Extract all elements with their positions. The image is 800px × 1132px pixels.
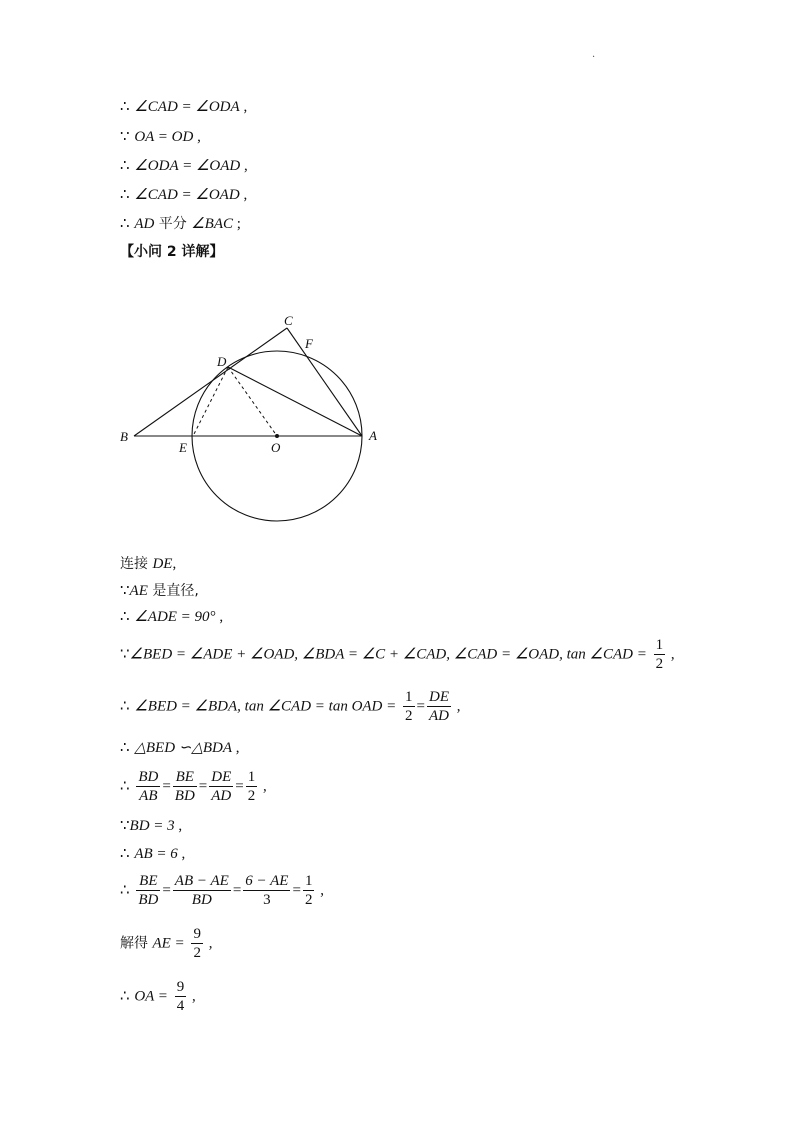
fraction: [243, 872, 290, 909]
denominator: 2: [655, 656, 664, 672]
numerator: BD: [138, 769, 159, 785]
center-point: [275, 434, 279, 438]
numerator: DE: [429, 689, 450, 705]
punctuation: ;: [233, 216, 241, 232]
therefore-symbol: ∴: [120, 740, 130, 756]
equation: ∠ADE = 90°: [134, 609, 216, 625]
because-symbol: ∵: [120, 646, 130, 663]
denominator: BD: [174, 788, 195, 804]
equation: ∠ODA = ∠OAD: [134, 158, 241, 174]
fraction: [173, 872, 231, 909]
denominator: 2: [193, 945, 201, 961]
because-symbol: ∵: [120, 818, 130, 834]
fraction: [136, 768, 160, 805]
fraction: [209, 768, 233, 805]
punctuation: ,: [316, 882, 324, 899]
step-solve-ae: [120, 925, 212, 962]
denominator: 2: [304, 892, 313, 908]
punctuation: ,: [232, 740, 240, 756]
page-mark: ·: [592, 52, 596, 63]
step-ratios: ∴ $\frac{BD}{AB}$ = $\frac{BE}{BD}$ = $\frac{DE}{AD}$ = $\frac{1}{2}$ ,: [120, 769, 267, 804]
denominator: 4: [176, 998, 185, 1014]
step-oa-value: [120, 978, 196, 1015]
therefore-symbol: ∴: [120, 158, 130, 174]
numerator: 9: [193, 926, 201, 942]
denominator: BD: [191, 892, 212, 908]
denominator: AB: [139, 788, 158, 804]
label-o: O: [271, 440, 281, 455]
punctuation: ,: [239, 99, 248, 115]
punctuation: ,: [667, 646, 675, 663]
denominator: 3: [263, 892, 271, 908]
numerator: 1: [405, 689, 413, 705]
fraction: [427, 688, 451, 725]
step-angle-relations: [120, 636, 675, 673]
fraction: [303, 872, 315, 909]
text: 是直径,: [147, 583, 199, 599]
dashed-de: [193, 367, 228, 436]
therefore-symbol: ∴: [120, 846, 130, 862]
numerator: 6 − AE: [245, 873, 289, 889]
equation: ∠CAD = ∠OAD: [134, 187, 240, 203]
fraction: [173, 768, 197, 805]
therefore-symbol: ∴: [120, 99, 130, 115]
segment-ae: AE: [129, 583, 148, 599]
label-a: A: [369, 428, 377, 443]
equation: ∠BED = ∠BDA, tan ∠CAD = tan OAD =: [134, 698, 397, 715]
numerator: 1: [247, 769, 256, 785]
text: 解得: [120, 935, 153, 952]
step-ade-90: [120, 606, 223, 627]
text: 连接: [120, 556, 153, 572]
fraction: [191, 925, 203, 962]
therefore-symbol: ∴: [120, 216, 130, 232]
therefore-symbol: ∴: [120, 609, 130, 625]
denominator: 2: [405, 708, 413, 724]
therefore-symbol: ∴: [120, 187, 130, 203]
punctuation: ,: [215, 609, 224, 625]
step-ae-diameter: [120, 580, 199, 601]
therefore-symbol: ∴: [120, 698, 130, 715]
numerator: BE: [173, 768, 197, 787]
segment-de: DE: [152, 556, 173, 572]
punctuation: ,: [453, 698, 461, 715]
because-symbol: ∵: [120, 129, 130, 145]
fraction: [403, 688, 415, 725]
numerator: 1: [304, 873, 313, 889]
step-similar-triangles: [120, 737, 240, 758]
numerator: 9: [176, 979, 185, 995]
label-c: C: [284, 313, 293, 328]
denominator: 2: [247, 788, 256, 804]
step-connect-de: [120, 553, 176, 574]
step-ab-6: [120, 843, 185, 864]
step-tan-ratio: [120, 688, 461, 725]
equation: BD = 3: [129, 818, 175, 834]
punctuation: ,: [240, 158, 248, 174]
equation: △BED ∽△BDA: [134, 740, 233, 756]
punctuation: ,: [174, 818, 183, 834]
denominator: AD: [211, 788, 232, 804]
punctuation: ,: [259, 778, 267, 795]
fraction: [175, 978, 187, 1015]
punctuation: ,: [239, 187, 248, 203]
punctuation: ,: [204, 935, 213, 952]
equation: ∠CAD = ∠ODA: [134, 99, 240, 115]
step-ae-equation: ∴ $\frac{BE}{BD}$ = $\frac{AB - AE}{BD}$ = $\frac{6 - AE}{3}$ = $\frac{1}{2}$ ,: [120, 873, 324, 908]
numerator: 1: [655, 637, 664, 653]
denominator: BD: [138, 892, 159, 908]
because-symbol: ∵: [120, 583, 130, 599]
equation: OA =: [134, 988, 168, 1005]
denominator: AD: [429, 708, 450, 724]
punctuation: ,: [172, 556, 177, 572]
therefore-symbol: ∴: [120, 988, 130, 1005]
equation: AB = 6: [134, 846, 178, 862]
step-bd-3: [120, 815, 182, 836]
angle-bac: ∠BAC: [191, 216, 234, 232]
punctuation: ,: [193, 129, 201, 145]
line-da: [228, 367, 362, 436]
equation: ∠BED = ∠ADE + ∠OAD, ∠BDA = ∠C + ∠CAD, ∠CAD = ∠OAD, tan ∠CAD =: [129, 646, 647, 663]
punctuation: ,: [188, 988, 196, 1005]
equation: AE =: [152, 935, 185, 952]
fraction: [654, 636, 666, 673]
label-d: D: [217, 354, 227, 369]
section-title: 【小问 2 详解】: [120, 244, 224, 260]
equals-sign: =: [416, 698, 426, 715]
fraction: [136, 872, 160, 909]
text: 平分: [154, 216, 192, 232]
numerator: DE: [211, 769, 232, 785]
segment-ad: AD: [134, 216, 155, 232]
label-f: F: [305, 336, 313, 351]
label-b: B: [120, 429, 128, 444]
punctuation: ,: [177, 846, 186, 862]
label-e: E: [179, 440, 187, 455]
numerator: BE: [136, 872, 160, 891]
therefore-symbol: ∴: [120, 882, 130, 899]
dashed-do: [228, 367, 277, 436]
therefore-symbol: ∴: [120, 778, 130, 795]
equation: OA = OD: [134, 129, 194, 145]
fraction: [246, 768, 258, 805]
numerator: AB − AE: [174, 873, 229, 889]
line-ca: [287, 328, 362, 436]
line-bc: [134, 328, 287, 436]
